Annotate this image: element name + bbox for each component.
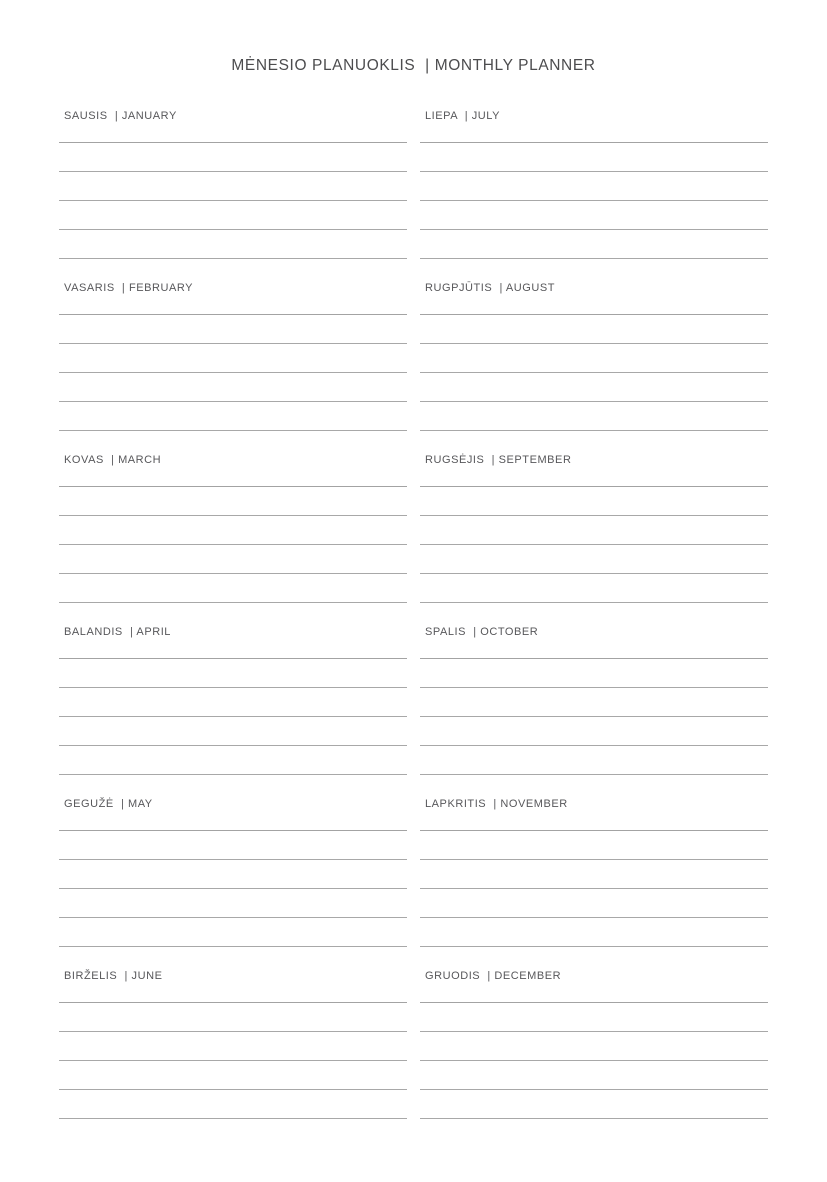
writing-line bbox=[59, 1032, 407, 1061]
writing-line bbox=[59, 315, 407, 344]
writing-line bbox=[420, 717, 768, 746]
month-header-february: VASARIS | FEBRUARY bbox=[59, 277, 407, 315]
writing-line bbox=[420, 545, 768, 574]
page-title: MĖNESIO PLANUOKLIS | MONTHLY PLANNER bbox=[231, 57, 596, 74]
month-header-december: GRUODIS | DECEMBER bbox=[420, 965, 768, 1003]
writing-line bbox=[420, 172, 768, 201]
writing-line bbox=[59, 373, 407, 402]
month-header-march: KOVAS | MARCH bbox=[59, 449, 407, 487]
month-header-april: BALANDIS | APRIL bbox=[59, 621, 407, 659]
month-header-september: RUGSĖJIS | SEPTEMBER bbox=[420, 449, 768, 487]
writing-line bbox=[59, 860, 407, 889]
writing-line bbox=[420, 1032, 768, 1061]
month-section-june bbox=[59, 965, 407, 1137]
writing-line bbox=[59, 487, 407, 516]
writing-line bbox=[420, 1061, 768, 1090]
writing-line bbox=[420, 344, 768, 373]
writing-line bbox=[59, 201, 407, 230]
writing-line bbox=[59, 143, 407, 172]
month-header-may: GEGUŽĖ | MAY bbox=[59, 793, 407, 831]
writing-line bbox=[59, 1061, 407, 1090]
writing-line bbox=[420, 373, 768, 402]
writing-line bbox=[420, 659, 768, 688]
writing-line bbox=[59, 889, 407, 918]
writing-line bbox=[420, 688, 768, 717]
month-header-july: LIEPA | JULY bbox=[420, 105, 768, 143]
writing-line bbox=[420, 574, 768, 603]
month-section-april bbox=[59, 621, 407, 793]
month-section-september bbox=[420, 449, 768, 621]
writing-line bbox=[59, 1003, 407, 1032]
planner-page bbox=[0, 56, 827, 1182]
month-section-november bbox=[420, 793, 768, 965]
month-header-november: LAPKRITIS | NOVEMBER bbox=[420, 793, 768, 831]
month-header-january: SAUSIS | JANUARY bbox=[59, 105, 407, 143]
writing-line bbox=[420, 201, 768, 230]
writing-line bbox=[59, 717, 407, 746]
writing-line bbox=[59, 574, 407, 603]
writing-line bbox=[420, 889, 768, 918]
writing-line bbox=[420, 143, 768, 172]
writing-line bbox=[59, 402, 407, 431]
writing-line bbox=[59, 1090, 407, 1119]
month-header-june: BIRŽELIS | JUNE bbox=[59, 965, 407, 1003]
writing-line bbox=[420, 831, 768, 860]
writing-line bbox=[59, 659, 407, 688]
writing-line bbox=[59, 688, 407, 717]
writing-line bbox=[420, 1003, 768, 1032]
writing-line bbox=[420, 918, 768, 947]
writing-line bbox=[59, 918, 407, 947]
writing-line bbox=[420, 315, 768, 344]
writing-line bbox=[59, 344, 407, 373]
month-header-august: RUGPJŪTIS | AUGUST bbox=[420, 277, 768, 315]
month-section-december bbox=[420, 965, 768, 1137]
writing-line bbox=[420, 516, 768, 545]
writing-line bbox=[59, 831, 407, 860]
writing-line bbox=[420, 487, 768, 516]
writing-line bbox=[59, 545, 407, 574]
writing-line bbox=[59, 172, 407, 201]
writing-line bbox=[420, 230, 768, 259]
writing-line bbox=[59, 746, 407, 775]
month-section-august bbox=[420, 277, 768, 449]
month-section-may bbox=[59, 793, 407, 965]
month-section-july bbox=[420, 105, 768, 277]
month-section-october bbox=[420, 621, 768, 793]
writing-line bbox=[420, 746, 768, 775]
month-section-february bbox=[59, 277, 407, 449]
writing-line bbox=[59, 516, 407, 545]
month-section-march bbox=[59, 449, 407, 621]
month-header-october: SPALIS | OCTOBER bbox=[420, 621, 768, 659]
month-section-january bbox=[59, 105, 407, 277]
writing-line bbox=[420, 860, 768, 889]
writing-line bbox=[420, 1090, 768, 1119]
writing-line bbox=[420, 402, 768, 431]
writing-line bbox=[59, 230, 407, 259]
planner-grid bbox=[59, 105, 768, 1137]
